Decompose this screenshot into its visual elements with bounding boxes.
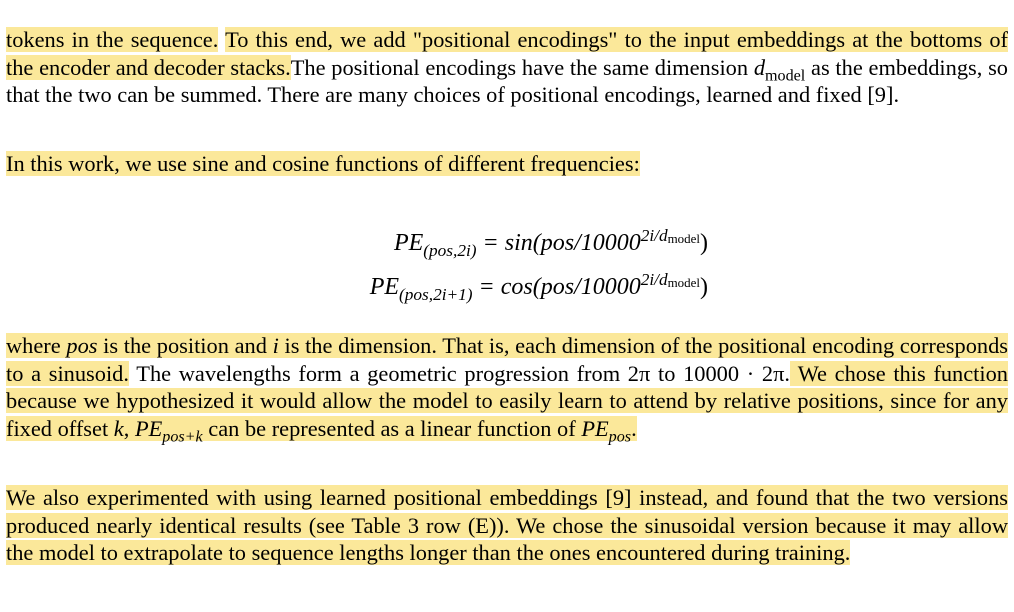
equation-sin: $PE_{(pos,2i)} = \sin(pos/10000^{2i/dmodel})$	[393, 225, 708, 261]
highlighted-sentence: where pos is the position and i is the dimension. That is, each dimension of the positional encoding corresponds to a sinusoid.	[6, 333, 1008, 386]
paragraph-positional-encoding-intro	[6, 26, 1008, 109]
equation-block	[6, 225, 1008, 320]
highlighted-sentence: In this work, we use sine and cosine functions of different frequencies:	[6, 151, 640, 176]
paragraph-wavelengths	[6, 332, 1008, 446]
paragraph-sine-cosine	[6, 150, 1008, 178]
sentence: as the embeddings, so that the two can be summed. There are many choices of positional encodings, learned and fixed [9].	[6, 54, 1008, 107]
highlighted-sentence: We also experimented with using learned positional embeddings [9] instead, and found that the two versions produced nearly identical results (see Table 3 row (E)). We chose the sinusoidal version because it may allow the model to extrapolate to sequence lengths longer than the ones encountered during training.	[6, 485, 1008, 565]
highlighted-sentence: tokens in the sequence.	[6, 27, 219, 52]
sentence: The wavelengths form a geometric progression from 2π to 10000 · 2π.	[128, 360, 790, 386]
paragraph-learned-embeddings	[6, 484, 1008, 567]
highlighted-sentence: To this end, we add "positional encodings" to the input embeddings at the bottoms of the encoder and decoder stacks.	[6, 27, 1008, 80]
equation-cos: $PE_{(pos,2i+1)} = \cos(pos/10000^{2i/dmodel})$	[369, 269, 708, 305]
highlighted-sentence: We chose this function because we hypothesized it would allow the model to easily learn to attend by relative positions, since for any fixed offset k, $PE_{pos+k}$ can be represented as a linear function of $PE_{pos}$.	[6, 360, 1008, 446]
sentence: The positional encodings have the same dimension	[290, 54, 754, 80]
math-d-model: $d_{model}$	[753, 54, 806, 85]
